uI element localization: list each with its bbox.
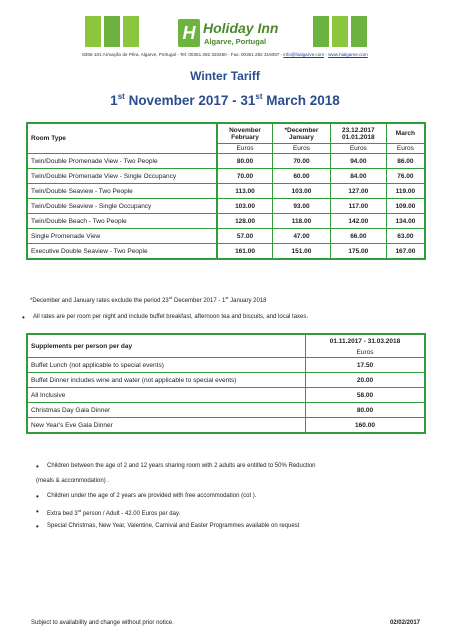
special-programmes: • Special Christmas, New Year, Valentine, Carnival and Easter Programmes available on request — [47, 523, 299, 529]
supplement-value: 80.00 — [306, 403, 426, 418]
tariff-period — [0, 92, 450, 108]
table-row — [27, 229, 425, 244]
rate-cell: 70.00 — [217, 169, 273, 184]
footer-disclaimer: Subject to availability and change without prior notice. — [31, 620, 174, 626]
children-policy-continued: (meals & accommodation) . — [36, 478, 110, 484]
ordinal: st — [255, 92, 263, 101]
rate-cell: 76.00 — [386, 169, 425, 184]
contact-separator: - — [324, 52, 329, 57]
supplements-heading: Supplements per person per day — [27, 334, 306, 358]
rate-cell: 134.00 — [386, 214, 425, 229]
table-row — [27, 418, 425, 434]
deco-square — [104, 16, 120, 47]
extra-bed-policy: • Extra bed 3rd person / Adult - 42.00 Euros per day. — [47, 508, 180, 517]
supplement-label: All Inclusive — [27, 388, 306, 403]
currency-cell: Euros — [386, 144, 425, 154]
header-room-type: Room Type — [27, 123, 217, 154]
room-type-cell: Twin/Double Promenade View - Single Occupancy — [27, 169, 217, 184]
supplement-value: 160.00 — [306, 418, 426, 434]
rate-cell: 151.00 — [273, 244, 331, 260]
supplement-value: 20.00 — [306, 373, 426, 388]
currency-cell: Euros — [330, 144, 386, 154]
logo-subtitle: Algarve, Portugal — [204, 37, 267, 46]
rate-cell: 57.00 — [217, 229, 273, 244]
rate-cell: 70.00 — [273, 154, 331, 169]
rate-cell: 175.00 — [330, 244, 386, 260]
supplement-value: 17.50 — [306, 358, 426, 373]
rate-cell: 93.00 — [273, 199, 331, 214]
header-march: March — [386, 123, 425, 144]
table-row — [27, 388, 425, 403]
table-row — [27, 403, 425, 418]
table-row — [27, 214, 425, 229]
supplement-label: Buffet Dinner includes wine and water (not applicable to special events) — [27, 373, 306, 388]
room-type-cell: Executive Double Seaview - Two People — [27, 244, 217, 260]
supplement-label: Christmas Day Gala Dinner — [27, 403, 306, 418]
deco-square — [85, 16, 101, 47]
rates-note: • All rates are per room per night and include buffet breakfast, afternoon tea and biscuits, and local taxes. — [33, 314, 308, 320]
email-link[interactable]: info@hialgarve.com — [283, 52, 325, 57]
supplements-header-row — [27, 334, 425, 347]
table-row — [27, 154, 425, 169]
header-holiday: 23.12.2017 01.01.2018 — [330, 123, 386, 144]
rate-cell: 109.00 — [386, 199, 425, 214]
table-row — [27, 358, 425, 373]
children-policy: • Children between the age of 2 and 12 years sharing room with 2 adults are entitled to 50% Reduction — [47, 463, 316, 469]
room-type-cell: Single Promenade View — [27, 229, 217, 244]
currency-cell: Euros — [217, 144, 273, 154]
rate-cell: 167.00 — [386, 244, 425, 260]
header-dec-jan: *December January — [273, 123, 331, 144]
supplement-value: 58.00 — [306, 388, 426, 403]
table-row — [27, 169, 425, 184]
deco-square — [123, 16, 139, 47]
room-type-cell: Twin/Double Seaview - Two People — [27, 184, 217, 199]
room-tariff-table — [26, 122, 426, 260]
currency-cell: Euros — [273, 144, 331, 154]
rate-cell: 119.00 — [386, 184, 425, 199]
supplement-label: New Year's Eve Gala Dinner — [27, 418, 306, 434]
logo-name: Holiday Inn — [203, 20, 279, 36]
supplements-currency: Euros — [306, 347, 426, 358]
contact-address: 8365-101 Armação de Pêra, Algarve, Portugal - Tel: 00351 282 320260 - Fax: 00351 282 315087 - — [82, 52, 284, 57]
rate-cell: 66.00 — [330, 229, 386, 244]
supplement-label: Buffet Lunch (not applicable to special events) — [27, 358, 306, 373]
holiday-inn-logo — [178, 19, 278, 51]
deco-square — [313, 16, 329, 47]
rate-cell: 47.00 — [273, 229, 331, 244]
december-note: *December and January rates exclude the period 23rd December 2017 - 1st January 2018 — [30, 295, 267, 304]
infants-policy: • Children under the age of 2 years are provided with free accommodation (cot ). — [47, 493, 256, 499]
period-start-day: 1 — [110, 93, 118, 108]
table-row — [27, 373, 425, 388]
room-type-cell: Twin/Double Seaview - Single Occupancy — [27, 199, 217, 214]
rate-cell: 60.00 — [273, 169, 331, 184]
table-row — [27, 199, 425, 214]
table-header-row — [27, 123, 425, 144]
rate-cell: 113.00 — [217, 184, 273, 199]
rate-cell: 161.00 — [217, 244, 273, 260]
rate-cell: 103.00 — [217, 199, 273, 214]
logo-mark: H — [178, 19, 200, 47]
period-text: November 2017 - 31 — [124, 93, 256, 108]
room-type-cell: Twin/Double Beach - Two People — [27, 214, 217, 229]
rate-cell: 117.00 — [330, 199, 386, 214]
rate-cell: 86.00 — [386, 154, 425, 169]
rate-cell: 142.00 — [330, 214, 386, 229]
rate-cell: 118.00 — [273, 214, 331, 229]
rate-cell: 127.00 — [330, 184, 386, 199]
rate-cell: 63.00 — [386, 229, 425, 244]
contact-line — [6, 52, 444, 57]
room-type-cell: Twin/Double Promenade View - Two People — [27, 154, 217, 169]
deco-square — [332, 16, 348, 47]
supplements-table — [26, 333, 426, 434]
rate-cell: 103.00 — [273, 184, 331, 199]
footer-date: 02/02/2017 — [389, 620, 420, 626]
ordinal: st — [117, 92, 125, 101]
rate-cell: 94.00 — [330, 154, 386, 169]
header-nov-feb: November February — [217, 123, 273, 144]
rate-cell: 84.00 — [330, 169, 386, 184]
page-title: Winter Tariff — [190, 69, 260, 83]
table-row — [27, 184, 425, 199]
table-row — [27, 244, 425, 260]
deco-square — [351, 16, 367, 47]
period-text: March 2018 — [262, 93, 340, 108]
rate-cell: 128.00 — [217, 214, 273, 229]
website-link[interactable]: www.hialgarve.com — [328, 52, 368, 57]
rate-cell: 80.00 — [217, 154, 273, 169]
supplements-period: 01.11.2017 - 31.03.2018 — [306, 334, 426, 347]
header — [0, 8, 450, 52]
